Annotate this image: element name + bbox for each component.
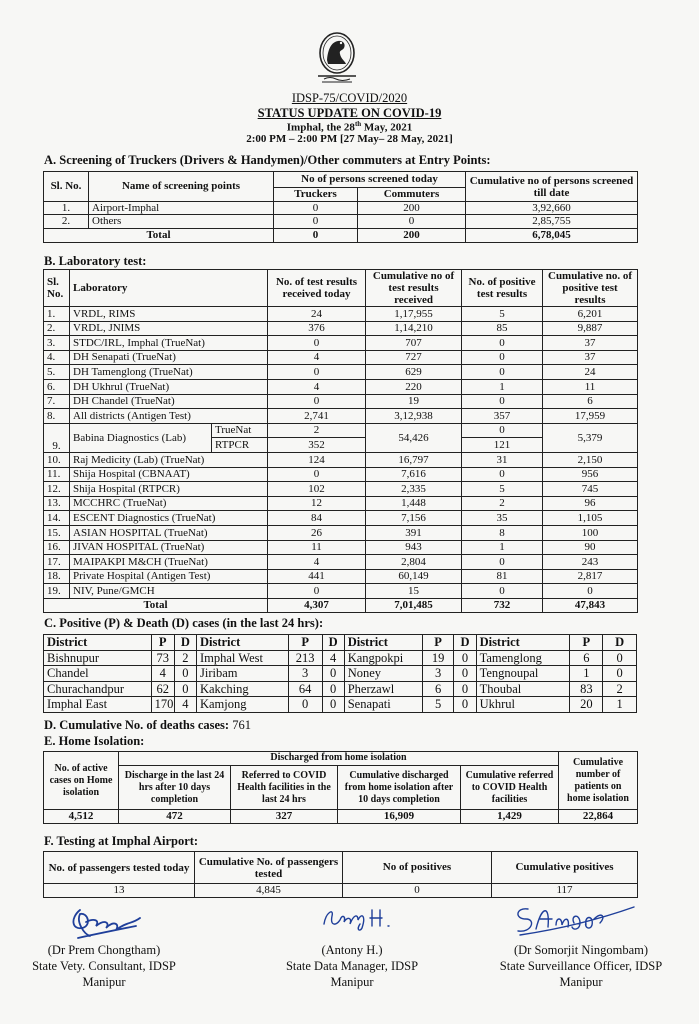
col-sl: Sl. No. <box>44 270 70 307</box>
cell-sl: 17. <box>44 555 70 570</box>
table-row <box>44 569 638 584</box>
cell-district: Jiribam <box>196 666 288 682</box>
cell-district: Churachandpur <box>44 681 152 697</box>
cell-received: 2,741 <box>268 409 366 424</box>
cell-death: 0 <box>454 697 476 713</box>
col-p: P <box>288 635 322 651</box>
col-cumulative: Cumulative no of persons screened till date <box>466 172 638 202</box>
cell-cum-received: 19 <box>366 394 462 409</box>
section-a-title: A. Screening of Truckers (Drivers & Handymen)/Other commuters at Entry Points: <box>44 153 491 167</box>
section-d <box>44 718 251 733</box>
col-cum-positive: Cumulative no. of positive test results <box>543 270 638 307</box>
cell-positive: 0 <box>462 336 543 351</box>
cell-positive: 0 <box>462 584 543 599</box>
table-row <box>44 555 638 570</box>
cell-death: 0 <box>454 650 476 666</box>
cell-sl: 3. <box>44 336 70 351</box>
cell-laboratory: All districts (Antigen Test) <box>70 409 268 424</box>
total-row <box>44 598 638 613</box>
col-cum-received: Cumulative no of test results received <box>366 270 462 307</box>
cell-sl: 2. <box>44 215 89 228</box>
cell-death: 0 <box>322 697 344 713</box>
col-positives: No of positives <box>343 852 492 884</box>
cell-positive: 3 <box>288 666 322 682</box>
cell-positive: 0 <box>462 365 543 380</box>
cell-received: 26 <box>268 525 366 540</box>
cell-district: Imphal East <box>44 697 152 713</box>
cell-district: Senapati <box>344 697 422 713</box>
section-b-title: B. Laboratory test: <box>44 254 147 268</box>
table-row <box>44 666 637 682</box>
total-label: Total <box>44 598 268 613</box>
cell-district: Tamenglong <box>476 650 570 666</box>
document-title: STATUS UPDATE ON COVID-19 <box>257 106 442 120</box>
cell-sl: 5. <box>44 365 70 380</box>
document-reference: IDSP-75/COVID/2020 <box>291 91 408 105</box>
col-active: No. of active cases on Home isolation <box>44 752 119 810</box>
cell-death: 4 <box>174 697 196 713</box>
col-district: District <box>44 635 152 651</box>
cell-death: 2 <box>603 681 637 697</box>
cell-cumulative: 2,85,755 <box>466 215 638 228</box>
cell-cum-patients: 22,864 <box>559 810 638 824</box>
cell-cum-positive: 96 <box>543 496 638 511</box>
cell-sl: 19. <box>44 584 70 599</box>
cell-positive: 6 <box>570 650 603 666</box>
col-d: D <box>322 635 344 651</box>
signatory-name: (Antony H.) <box>321 943 383 957</box>
cell-cum-received: 2,804 <box>366 555 462 570</box>
col-discharged-group: Discharged from home isolation <box>119 752 559 766</box>
col-d: D <box>174 635 196 651</box>
cell-cum-positive: 37 <box>543 336 638 351</box>
cell-positive: 64 <box>288 681 322 697</box>
cell-name: Others <box>89 215 274 228</box>
home-isolation-table <box>43 751 638 824</box>
cell-positive: 62 <box>151 681 174 697</box>
cell-received: 124 <box>268 452 366 467</box>
cell-cum-positive: 2,817 <box>543 569 638 584</box>
col-cum-positives: Cumulative positives <box>492 852 638 884</box>
cell-sl: 12. <box>44 482 70 497</box>
cell-cum-positive: 6 <box>543 394 638 409</box>
cell-received: 376 <box>268 321 366 336</box>
cell-positive: 19 <box>422 650 454 666</box>
col-discharge-24: Discharge in the last 24 hrs after 10 days completion <box>119 766 231 810</box>
cell-cum-positives: 117 <box>492 884 638 898</box>
col-cum-discharged: Cumulative discharged from home isolation after 10 days completion <box>338 766 461 810</box>
cell-district: Kangpokpi <box>344 650 422 666</box>
cell-laboratory: ESCENT Diagnostics (TrueNat) <box>70 511 268 526</box>
total-commuters: 200 <box>358 228 466 242</box>
col-cum-referred: Cumulative referred to COVID Health facilities <box>461 766 559 810</box>
cell-commuters: 200 <box>358 202 466 215</box>
cell-positive: 0 <box>462 423 543 438</box>
cell-death: 0 <box>603 666 637 682</box>
col-district: District <box>196 635 288 651</box>
cell-death: 0 <box>454 666 476 682</box>
section-e-title: E. Home Isolation: <box>44 734 145 748</box>
cell-cum-received: 16,797 <box>366 452 462 467</box>
cell-received: 102 <box>268 482 366 497</box>
signature-block-2 <box>248 942 456 990</box>
cell-positive: 213 <box>288 650 322 666</box>
signatory-place: Manipur <box>559 975 603 989</box>
cell-name: Airport-Imphal <box>89 202 274 215</box>
cell-district: Chandel <box>44 666 152 682</box>
cell-cum-received: 629 <box>366 365 462 380</box>
cell-cum-received: 15 <box>366 584 462 599</box>
cell-laboratory: NIV, Pune/GMCH <box>70 584 268 599</box>
cell-received: 441 <box>268 569 366 584</box>
cell-positive: 4 <box>151 666 174 682</box>
cell-cum-positive: 5,379 <box>543 423 638 452</box>
signatory-title: State Vety. Consultant, IDSP <box>32 959 176 973</box>
cell-positive: 31 <box>462 452 543 467</box>
cell-positive: 0 <box>462 467 543 482</box>
cell-sl: 11. <box>44 467 70 482</box>
place-date: Imphal, the 28th May, 2021 <box>286 120 413 134</box>
cell-laboratory: MCCHRC (TrueNat) <box>70 496 268 511</box>
col-truckers: Truckers <box>274 188 358 202</box>
cell-positive: 73 <box>151 650 174 666</box>
table-row <box>44 379 638 394</box>
cumulative-deaths-value: 761 <box>232 718 251 732</box>
cell-positive: 5 <box>462 482 543 497</box>
signatory-title: State Surveillance Officer, IDSP <box>499 959 663 973</box>
cell-cum-referred: 1,429 <box>461 810 559 824</box>
cell-death: 0 <box>454 681 476 697</box>
cell-laboratory: JIVAN HOSPITAL (TrueNat) <box>70 540 268 555</box>
cell-cum-received: 1,448 <box>366 496 462 511</box>
signatory-name: (Dr Somorjit Ningombam) <box>513 943 648 957</box>
col-district: District <box>476 635 570 651</box>
cell-death: 0 <box>322 666 344 682</box>
cell-sl: 15. <box>44 525 70 540</box>
signature-2-icon <box>318 902 398 934</box>
total-received: 4,307 <box>268 598 366 613</box>
cell-received: 0 <box>268 584 366 599</box>
total-cumulative: 6,78,045 <box>466 228 638 242</box>
cell-district: Thoubal <box>476 681 570 697</box>
table-row <box>44 452 638 467</box>
cell-laboratory: DH Tamenglong (TrueNat) <box>70 365 268 380</box>
col-cum-tested: Cumulative No. of passengers tested <box>195 852 343 884</box>
cell-district: Imphal West <box>196 650 288 666</box>
table-row <box>44 511 638 526</box>
signatory-place: Manipur <box>82 975 126 989</box>
laboratory-table <box>43 269 638 613</box>
cell-positive: 0 <box>462 394 543 409</box>
cell-cum-received: 391 <box>366 525 462 540</box>
col-tested-today: No. of passengers tested today <box>44 852 195 884</box>
cell-cum-positive: 11 <box>543 379 638 394</box>
col-positive: No. of positive test results <box>462 270 543 307</box>
cell-truckers: 0 <box>274 202 358 215</box>
signature-1-icon <box>66 900 146 942</box>
col-p: P <box>422 635 454 651</box>
table-row <box>44 215 638 228</box>
total-label: Total <box>44 228 274 242</box>
cell-positive: 5 <box>462 307 543 322</box>
cell-cum-tested: 4,845 <box>195 884 343 898</box>
cell-laboratory: Private Hospital (Antigen Test) <box>70 569 268 584</box>
cell-laboratory: VRDL, JNIMS <box>70 321 268 336</box>
cell-sl: 9. <box>44 423 70 452</box>
cell-positive: 35 <box>462 511 543 526</box>
signature-block-3 <box>470 942 692 990</box>
time-range: 2:00 PM – 2:00 PM [27 May– 28 May, 2021] <box>246 133 453 145</box>
cell-laboratory: STDC/IRL, Imphal (TrueNat) <box>70 336 268 351</box>
table-row <box>44 681 637 697</box>
cell-received: 4 <box>268 350 366 365</box>
table-row <box>44 202 638 215</box>
cell-cum-received: 727 <box>366 350 462 365</box>
cell-sl: 4. <box>44 350 70 365</box>
cell-received: 4 <box>268 379 366 394</box>
cell-truckers: 0 <box>274 215 358 228</box>
cell-positive: 1 <box>570 666 603 682</box>
cell-positive: 2 <box>462 496 543 511</box>
cell-positive: 121 <box>462 438 543 453</box>
cell-received: 0 <box>268 365 366 380</box>
col-referred-24: Referred to COVID Health facilities in the last 24 hrs <box>231 766 338 810</box>
cell-sl: 18. <box>44 569 70 584</box>
cell-positive: 20 <box>570 697 603 713</box>
cell-cum-received: 1,17,955 <box>366 307 462 322</box>
total-cum-received: 7,01,485 <box>366 598 462 613</box>
cell-death: 0 <box>174 681 196 697</box>
cell-cum-received: 943 <box>366 540 462 555</box>
cell-cum-positive: 37 <box>543 350 638 365</box>
cell-death: 2 <box>174 650 196 666</box>
airport-testing-table <box>43 851 638 898</box>
cell-received: 2 <box>268 423 366 438</box>
cell-positive: 3 <box>422 666 454 682</box>
total-truckers: 0 <box>274 228 358 242</box>
cell-laboratory: Shija Hospital (CBNAAT) <box>70 467 268 482</box>
cell-death: 0 <box>174 666 196 682</box>
cell-cum-positive: 0 <box>543 584 638 599</box>
col-d: D <box>603 635 637 651</box>
table-row <box>44 307 638 322</box>
cell-received: 24 <box>268 307 366 322</box>
table-row <box>44 394 638 409</box>
table-row <box>44 584 638 599</box>
cell-cum-received: 7,156 <box>366 511 462 526</box>
cell-discharge-24: 472 <box>119 810 231 824</box>
cell-laboratory: DH Ukhrul (TrueNat) <box>70 379 268 394</box>
cell-district: Noney <box>344 666 422 682</box>
cell-death: 1 <box>603 697 637 713</box>
table-row <box>44 650 637 666</box>
cell-tested-today: 13 <box>44 884 195 898</box>
col-p: P <box>151 635 174 651</box>
state-emblem-icon <box>310 26 364 90</box>
cell-active: 4,512 <box>44 810 119 824</box>
col-laboratory: Laboratory <box>70 270 268 307</box>
section-d-title: D. Cumulative No. of deaths cases: <box>44 718 233 732</box>
cell-cum-received: 220 <box>366 379 462 394</box>
cell-positive: 6 <box>422 681 454 697</box>
cell-cum-discharged: 16,909 <box>338 810 461 824</box>
col-district: District <box>344 635 422 651</box>
cell-cum-positive: 243 <box>543 555 638 570</box>
cell-received: 0 <box>268 336 366 351</box>
table-row <box>44 697 637 713</box>
cell-sl: 1. <box>44 202 89 215</box>
cell-positive: 8 <box>462 525 543 540</box>
cell-sl: 16. <box>44 540 70 555</box>
cell-laboratory: ASIAN HOSPITAL (TrueNat) <box>70 525 268 540</box>
total-cum-positive: 47,843 <box>543 598 638 613</box>
cell-positive: 5 <box>422 697 454 713</box>
cell-cum-positive: 1,105 <box>543 511 638 526</box>
cell-laboratory: Raj Medicity (Lab) (TrueNat) <box>70 452 268 467</box>
cell-cum-received: 1,14,210 <box>366 321 462 336</box>
col-today: No of persons screened today <box>274 172 466 188</box>
cell-death: 4 <box>322 650 344 666</box>
table-row <box>44 482 638 497</box>
signatory-title: State Data Manager, IDSP <box>285 959 419 973</box>
cell-positives: 0 <box>343 884 492 898</box>
cell-received: 4 <box>268 555 366 570</box>
cell-cum-received: 3,12,938 <box>366 409 462 424</box>
cell-received: 11 <box>268 540 366 555</box>
cell-cum-received: 7,616 <box>366 467 462 482</box>
cell-sl: 2. <box>44 321 70 336</box>
cell-cum-positive: 2,150 <box>543 452 638 467</box>
section-f-title: F. Testing at Imphal Airport: <box>44 834 199 848</box>
district-cases-table <box>43 634 637 713</box>
cell-positive: 357 <box>462 409 543 424</box>
cell-sl: 13. <box>44 496 70 511</box>
col-d: D <box>454 635 476 651</box>
cell-laboratory: Shija Hospital (RTPCR) <box>70 482 268 497</box>
cell-laboratory: DH Chandel (TrueNat) <box>70 394 268 409</box>
table-row <box>44 321 638 336</box>
cell-commuters: 0 <box>358 215 466 228</box>
table-row <box>44 365 638 380</box>
table-row <box>44 336 638 351</box>
cell-cumulative: 3,92,660 <box>466 202 638 215</box>
col-sl: Sl. No. <box>44 172 89 202</box>
col-p: P <box>570 635 603 651</box>
cell-district: Ukhrul <box>476 697 570 713</box>
table-row <box>44 810 638 824</box>
screening-table <box>43 171 638 243</box>
cell-sl: 14. <box>44 511 70 526</box>
cell-sl: 6. <box>44 379 70 394</box>
table-row <box>44 350 638 365</box>
cell-cum-positive: 17,959 <box>543 409 638 424</box>
total-row <box>44 228 638 242</box>
cell-death: 0 <box>322 681 344 697</box>
cell-sub-lab: TrueNat <box>212 423 268 438</box>
cell-cum-positive: 956 <box>543 467 638 482</box>
cell-cum-received: 2,335 <box>366 482 462 497</box>
cell-district: Kamjong <box>196 697 288 713</box>
cell-received: 12 <box>268 496 366 511</box>
cell-cum-positive: 9,887 <box>543 321 638 336</box>
cell-district: Bishnupur <box>44 650 152 666</box>
cell-cum-positive: 100 <box>543 525 638 540</box>
cell-district: Tengnoupal <box>476 666 570 682</box>
cell-laboratory: Babina Diagnostics (Lab) <box>70 423 212 452</box>
signatory-place: Manipur <box>330 975 374 989</box>
signatory-name: (Dr Prem Chongtham) <box>47 943 161 957</box>
signature-block-1 <box>0 942 208 990</box>
cell-positive: 170 <box>151 697 174 713</box>
cell-positive: 1 <box>462 379 543 394</box>
cell-cum-positive: 24 <box>543 365 638 380</box>
cell-cum-received: 54,426 <box>366 423 462 452</box>
cell-referred-24: 327 <box>231 810 338 824</box>
cell-positive: 0 <box>288 697 322 713</box>
col-cum-patients: Cumulative number of patients on home isolation <box>559 752 638 810</box>
cell-district: Kakching <box>196 681 288 697</box>
cell-positive: 83 <box>570 681 603 697</box>
cell-laboratory: MAIPAKPI M&CH (TrueNat) <box>70 555 268 570</box>
cell-sl: 1. <box>44 307 70 322</box>
cell-cum-positive: 6,201 <box>543 307 638 322</box>
cell-district: Pherzawl <box>344 681 422 697</box>
cell-positive: 1 <box>462 540 543 555</box>
total-positive: 732 <box>462 598 543 613</box>
cell-cum-positive: 745 <box>543 482 638 497</box>
cell-received: 0 <box>268 467 366 482</box>
cell-positive: 81 <box>462 569 543 584</box>
cell-received: 352 <box>268 438 366 453</box>
cell-sl: 7. <box>44 394 70 409</box>
cell-death: 0 <box>603 650 637 666</box>
cell-cum-positive: 90 <box>543 540 638 555</box>
cell-sl: 8. <box>44 409 70 424</box>
col-commuters: Commuters <box>358 188 466 202</box>
table-row-babina <box>44 423 638 438</box>
table-row <box>44 525 638 540</box>
cell-cum-received: 60,149 <box>366 569 462 584</box>
cell-laboratory: VRDL, RIMS <box>70 307 268 322</box>
header-row <box>44 635 637 651</box>
signature-3-icon <box>510 897 636 939</box>
section-c-title: C. Positive (P) & Death (D) cases (in the last 24 hrs): <box>44 616 324 630</box>
table-row <box>44 496 638 511</box>
cell-received: 0 <box>268 394 366 409</box>
col-name: Name of screening points <box>89 172 274 202</box>
cell-laboratory: DH Senapati (TrueNat) <box>70 350 268 365</box>
table-row <box>44 467 638 482</box>
cell-sub-lab: RTPCR <box>212 438 268 453</box>
table-row <box>44 540 638 555</box>
cell-received: 84 <box>268 511 366 526</box>
cell-positive: 85 <box>462 321 543 336</box>
cell-positive: 0 <box>462 555 543 570</box>
cell-positive: 0 <box>462 350 543 365</box>
cell-cum-received: 707 <box>366 336 462 351</box>
col-received: No. of test results received today <box>268 270 366 307</box>
table-row <box>44 884 638 898</box>
cell-sl: 10. <box>44 452 70 467</box>
table-row <box>44 409 638 424</box>
